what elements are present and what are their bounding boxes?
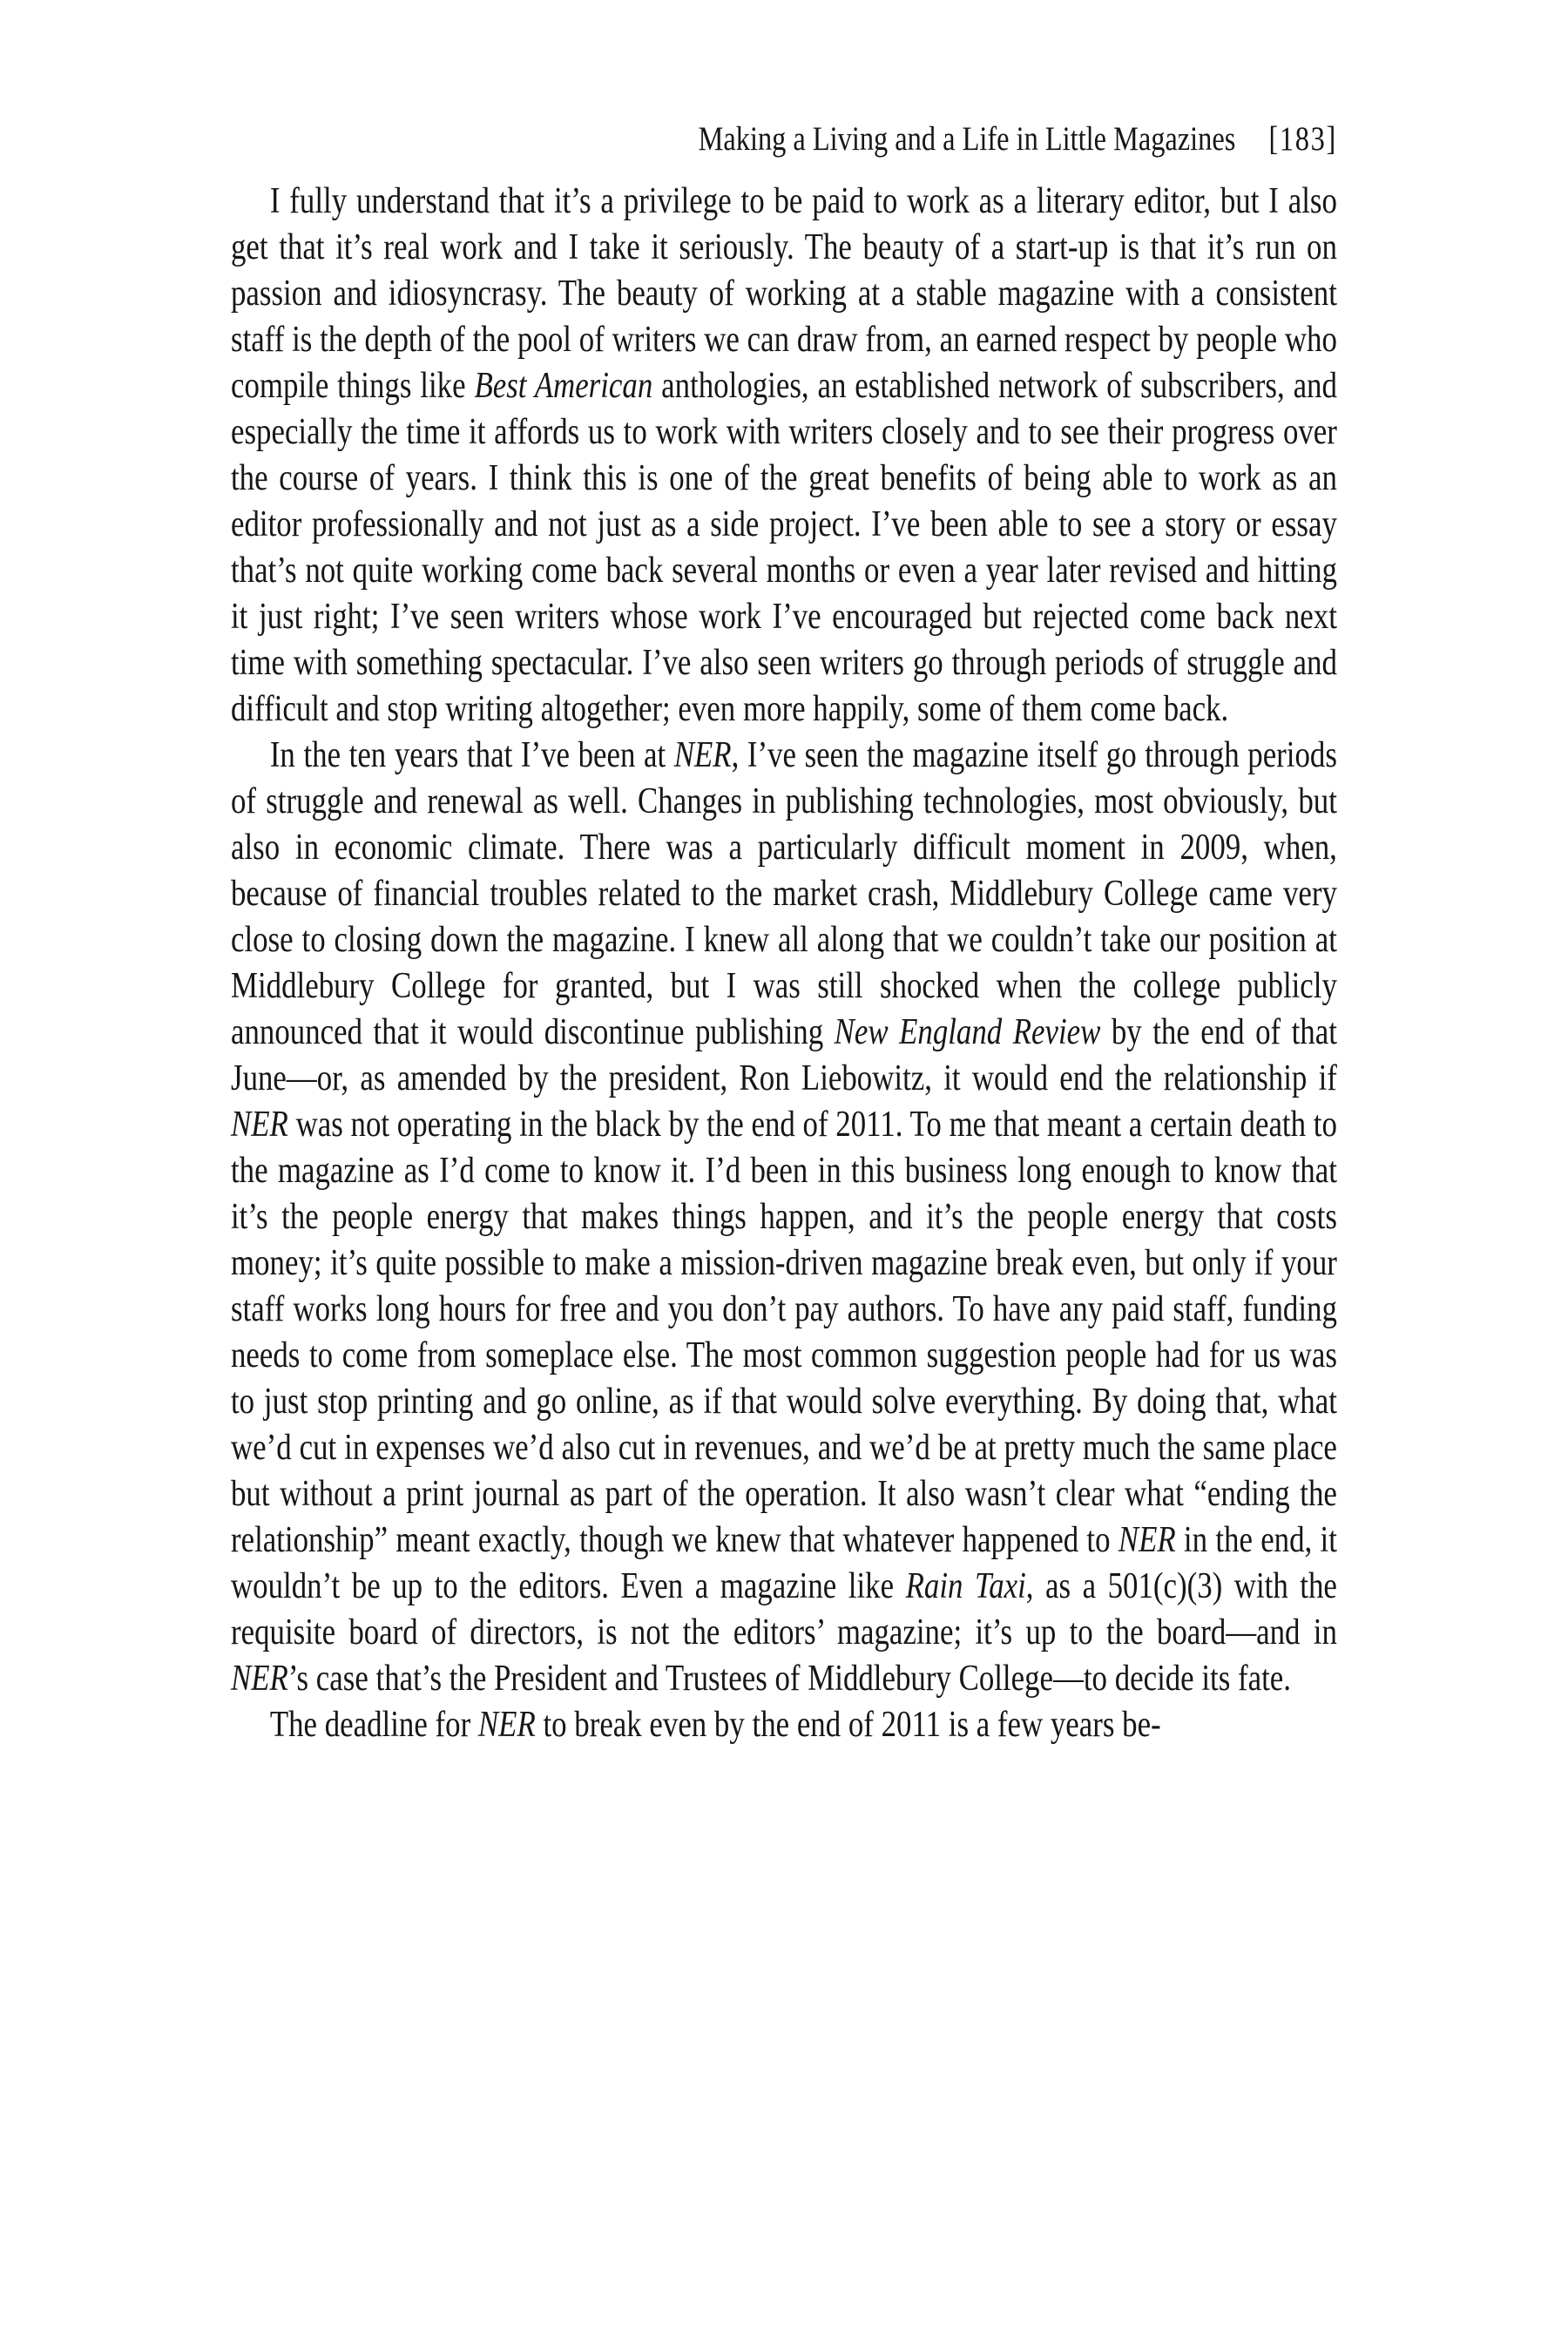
text-run: by the end of that June—or, as amended by the president, Ron Liebowitz, it would end the relationship if — [231, 1012, 1337, 1098]
italic-title: Best American — [474, 366, 653, 406]
italic-title: NER — [477, 1705, 536, 1745]
italic-title: Rain Taxi — [905, 1566, 1026, 1606]
text-run: to break even by the end of 2011 is a few years be- — [535, 1705, 1161, 1745]
italic-title: New England Review — [834, 1012, 1101, 1052]
italic-title: NER — [231, 1659, 288, 1699]
text-run: In the ten years that I’ve been at — [269, 735, 674, 775]
text-block — [231, 122, 1337, 1748]
italic-title: NER — [1118, 1520, 1176, 1560]
italic-title: NER — [231, 1105, 288, 1145]
text-run: in the end, it wouldn’t be up to the editors. Even a magazine like — [231, 1520, 1337, 1606]
italic-title: NER — [673, 735, 732, 775]
text-run: I fully understand that it’s a privilege to be paid to work as a literary editor, but I also get that it’s real work and I take it seriously. The beauty of a start-up is that it’s run on passion and idiosyncrasy. The beauty of working at a stable magazine with a consistent staff is the depth of the pool of writers we can draw from, an earned respect by people who compile things like — [231, 181, 1337, 406]
running-head — [231, 122, 1337, 157]
text-run: , as a 501(c)(3) with the requisite board of directors, is not the editors’ magazine; it’s up to the board—and in — [231, 1566, 1337, 1652]
text-run: The deadline for — [269, 1705, 478, 1745]
page-number: [183] — [1268, 120, 1337, 158]
text-run: anthologies, an established network of subscribers, and especially the time it affords us to work with writers closely and to see their progress over the course of years. I think this is one of the great benefits of being able to work as an editor professionally and not just as a side project. I’ve been able to see a story or essay that’s not quite working come back several months or even a year later revised and hitting it just right; I’ve seen writers whose work I’ve encouraged but rejected come back next time with something spectacular. I’ve also seen writers go through periods of struggle and difficult and stop writing altogether; even more happily, some of them come back. — [231, 366, 1337, 729]
body-text — [231, 179, 1337, 1748]
paragraph-1 — [231, 179, 1337, 733]
text-run: ’s case that’s the President and Trustees of Middlebury College—to decide its fate. — [287, 1659, 1291, 1699]
text-run: was not operating in the black by the end of 2011. To me that meant a certain death to the magazine as I’d come to know it. I’d been in this business long enough to know that it’s the people energy that makes things happen, and it’s the people energy that costs money; it’s quite possible to make a mission-driven magazine break even, but only if your staff works long hours for free and you don’t pay authors. To have any paid staff, funding needs to come from someplace else. The most common suggestion people had for us was to just stop printing and go online, as if that would solve everything. By doing that, what we’d cut in expenses we’d also cut in revenues, and we’d be at pretty much the same place but without a print journal as part of the operation. It also wasn’t clear what “ending the relationship” meant exactly, though we knew that whatever happened to — [231, 1105, 1337, 1560]
text-run: , I’ve seen the magazine itself go through periods of struggle and renewal as well. Changes in publishing technologies, most obviously, but also in economic climate. There was a particularly difficult moment in 2009, when, because of financial troubles related to the market crash, Middlebury College came very close to closing down the magazine. I knew all along that we couldn’t take our position at Middlebury College for granted, but I was still shocked when the college publicly announced that it would discontinue publishing — [231, 735, 1337, 1052]
running-title: Making a Living and a Life in Little Magazines — [698, 120, 1236, 158]
paragraph-3 — [231, 1702, 1337, 1748]
paragraph-2 — [231, 733, 1337, 1702]
